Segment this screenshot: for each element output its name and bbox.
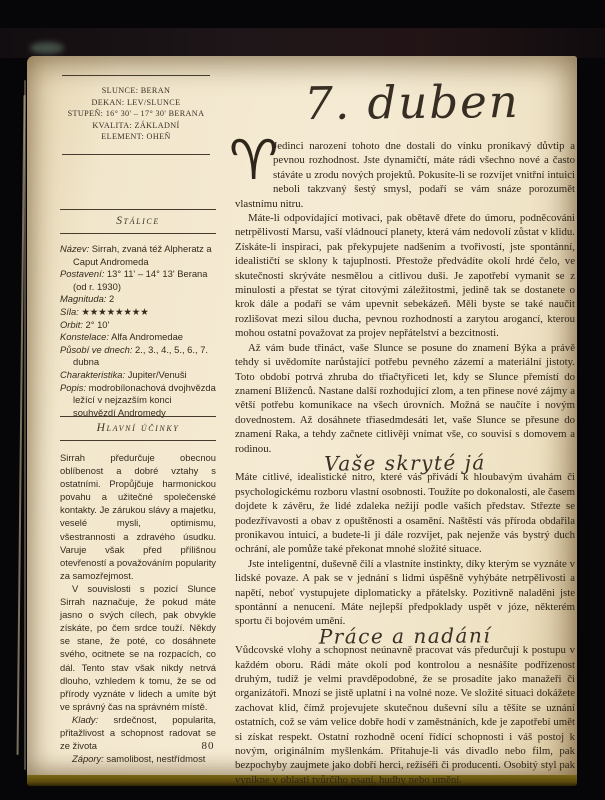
star-orbit [60,319,216,332]
entry-value: Jupiter/Venuši [125,368,187,380]
entry-value: 13° 11' – 14° 13' Berana (od r. 1930) [73,268,208,292]
star-position [60,268,216,293]
entry-label: Postavení: [60,268,105,280]
negatives-label: Zápory: [72,753,104,765]
star-characteristic [60,369,216,382]
negatives-value: samolibost, nestřídmost [103,753,206,765]
star-magnitude [60,293,216,306]
section-heading-hidden-self: Vaše skryté já [324,450,486,476]
chapter-title: 7. duben [303,74,520,131]
aries-symbol-dropcap: ♈ [229,128,279,192]
star-rating: ★★★★★★★★ [78,305,149,317]
info-line-decan: DEKAN: LEV/SLUNCE [91,97,181,107]
star-active-days [60,344,216,369]
negatives-line [60,752,216,765]
section-paragraph: Jste inteligentní, duševně čilí a vlastníte instinkty, díky kterým se vyznáte v lidské povaze. A pak se v jednání s lidmi úspěšně vyhýbáte netrpělivosti a napětí, neboť vystupujete diplomaticky a přátelsky. Pozitivně naladěni jste spontánní a nenucení. Máte nejlepší předpoklady uspět v józe, některém sportu či bojovém umění. [235,557,575,628]
entry-label: Magnituda: [60,293,107,305]
section-paragraph: Vůdcovské vlohy a schopnost neúnavně pracovat vás předurčují k postupu v každém oboru. Rádi máte okolí pod kontrolou a nesnášíte podřízenost druhým, tudíž je velmi pravděpodobné, že se prosadíte jako manažeři či organizátoři. Mnozí se jistě uplatní i na volné noze. Ve složité situaci dokážete zachovat klid, čímž projevujete skutečnou duševní sílu a těšíte se uznání ostatních, což se vám velice dobře hodí v zaměstnáních, kde je zapotřebí umět si získat respekt. Ostatní rozhodně ocení řídící schopnosti i váš postoj k novým, originálním myšlenkám. Přitahuje-li vás divadlo nebo film, pak bezpochyby zaujmete jako dobří herci, režiséři či producenti. Osobitý styl pak vynikne v oblasti tvůrčího psaní, hudby nebo umění. [235,644,575,786]
entry-value: 2 [106,293,115,305]
intro-paragraph: Až vám bude třináct, vaše Slunce se posune do znamení Býka a právě tehdy si uvědomíte narůstající potřebu pevného zázemí a materiální jistoty. Toto období potrvá zhruba do třiačtyřiceti let, kdy se Slunce přemístí do znamení Blíženců. Nastane další rozhodující zlom, a ten přinese nové zájmy a větší potřebu komunikace na všech úrovních. Možná se naučíte i novým dovednostem. Až dosáhnete třiasedmdesáti let, vaše Slunce se přesune do znamení Raka, a tehdy začnete citlivěji vnímat vše, co souvisí s domovem a rodinou. [235,341,575,455]
entry-label: Konstelace: [60,331,109,343]
entry-label: Název: [60,243,90,254]
section-heading-work-talent: Práce a nadání [318,623,492,649]
entry-value: Alfa Andromedae [109,331,184,343]
book-spine-shadow [0,28,605,58]
main-effects-text [60,451,216,765]
effects-paragraph: Sirrah předurčuje obecnou oblíbenost a dobré vztahy s ostatními. Propůjčuje harmonickou povahu a užitečné společenské kontakty. Je zárukou slávy a majetku, veselé mysli, optimismu, všestrannosti a zdravého úsudku. Varuje však před přílišnou otevřeností a považováním popularity za samozřejmost. [60,452,216,581]
entry-value: modrobílonachová dvojhvězda ležící v nejzazším konci souhvězdí Andromedy [73,381,216,418]
sidebar-header-stalice: Stálice [60,209,216,234]
star-constellation [60,331,216,344]
sidebar-main-effects [60,416,216,765]
entry-value: 2., 3., 4., 5., 6., 7. dubna [73,343,209,368]
paragraph-text: Jedinci narození tohoto dne dostali do vínku pronikavý důvtip a pevnou rozhodnost. Jste dynamičtí, máte rádi všechno nové a často stáváte u zrodu nových projektů. Pokusíte-li se rozvíjet vnitřní intuici neboli takzvaný šestý smysl, podaří se vám snáze porozumět vlastnímu nitru. [235,140,575,210]
entry-label: Popis: [60,381,87,393]
intro-paragraph [229,128,575,211]
sidebar-header-main-effects: Hlavní účinky [60,416,216,441]
entry-label: Působí ve dnech: [60,343,133,355]
page-number: 80 [201,740,215,752]
page-stack-edge [24,80,26,770]
entry-value: Sirrah, zvaná též Alpheratz a Caput Andromeda [73,243,212,267]
background-highlight [30,42,64,54]
positives-label: Klady: [72,713,99,725]
entry-label: Charakteristika: [60,368,126,380]
info-line-degree: STUPEŇ: 16° 30' – 17° 30' BERANA [67,109,205,119]
star-name [60,243,216,268]
main-text-column [229,128,575,787]
effects-paragraph: V souvislosti s pozicí Slunce Sirrah naznačuje, že pokud máte jasno o svých cílech, pak obvykle získáte, po čem srdce touží. Někdy se stane, že poté, co dosáhnete svého, ocitnete se na rozpacích, co dál. Tento stav však nikdy netrvá dlouho, vzhledem k tomu, že se od přírody vyznáte v lidech a umíte být ve správný čas na správném místě. [60,582,216,712]
star-description [60,382,216,420]
fixed-star-details [60,243,216,419]
positives-value: srdečnost, popularita, přitažlivost a schopnost radovat se ze života [60,713,216,752]
info-line-sun: SLUNCE: BERAN [101,86,171,95]
entry-label: Síla: [60,305,79,317]
star-strength [60,306,216,319]
sidebar-fixed-star [60,209,216,419]
info-line-element: ELEMENT: OHEŇ [101,132,171,142]
sign-info-box [62,75,210,155]
intro-paragraph: Máte-li odpovídající motivaci, pak obětavě dřete do úmoru, podněcováni netrpělivostí Marsu, vaší vládnoucí planety, která vám nedovolí zůstat v klidu. Získáte-li inspiraci, pak překypujete nadšením a tvořivostí, jste spontánní, idealističtí se sklony k tajuplnosti. Přestože předvádíte okolí hrdé čelo, ve skutečnosti skrýváte nesmělou a citlivou duši. Je zapotřebí vymanit se z minulosti a přestat se týrat citovými záležitostmi, jedině tak se dostanete o krok dále a podaří se vám upevnit sebekázeň. Měli byste se také naučit rozlišovat mezi silou ducha, pevnou rozhodností a zarytou arogancí, kterou mohou ostatní považovat za projev nepřátelství a bezcitnosti. [235,212,575,340]
entry-label: Orbit: [60,318,83,330]
info-line-quality: KVALITA: ZÁKLADNÍ [92,120,180,130]
entry-value: 2° 10' [82,318,110,330]
section-paragraph: Máte citlivé, idealistické nitro, které vás přivádí k hloubavým úvahám či psychologickému rozboru vlastní osobnosti. Toužíte po dokonalosti, ale časem dojdete k závěru, že lidé zdaleka nežijí podle vašich představ. Střezte se podezřívavosti a obav z opuštěnosti a osamění. Naštěstí vás příroda obdařila pronikavou intuicí, a budete-li ji dále rozvíjet, pak nejenže vás bystrý duch ochrání, ale pomůže také překonat mnohé složité situace. [235,471,575,556]
